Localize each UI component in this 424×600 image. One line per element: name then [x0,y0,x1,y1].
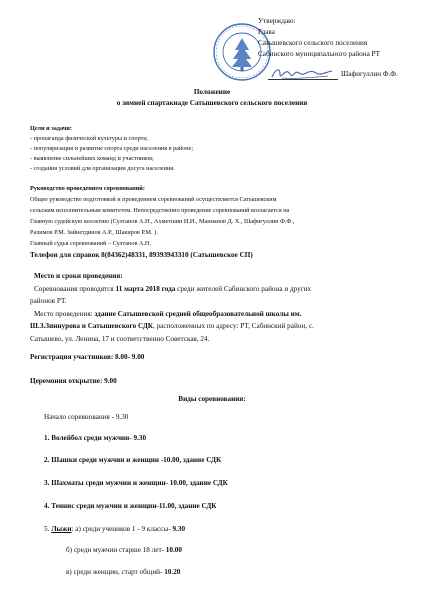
place-line-5: Сатышево, ул. Ленина, 17 и соответственно Советская, 24. [30,335,210,343]
place-line-1: Соревнования проводятся 11 марта 2018 года среди жителей Сабинского района и других [34,285,312,293]
goal-item: - создания условий для организации досуга населения. [30,165,175,172]
skiing-men: б) среди мужчин старше 18 лет- 10.00 [66,546,182,554]
kinds-heading: Виды соревнования: [178,395,246,403]
skiing-women: в) среди женщин, старт общий- 10.20 [66,568,181,576]
registration-time: Регистрация участников: 8.00- 9.00 [30,353,145,361]
place-line-3: Место проведения: здание Сатышевской средней общеобразовательной школы им. [34,310,302,318]
opening-ceremony-time: Церемония открытие: 9.00 [30,377,117,385]
kind-item: 4. Теннис среди мужчин и женщин-11.00, здание СДК [44,502,217,510]
place-heading: Место и сроки проведения: [34,272,123,280]
approval-line-1: Утверждаю: [258,17,296,25]
competition-start: Начало соревнования - 9.30 [44,413,129,421]
management-line: Главную судейскую коллегию (Султанов А.Н., Ахметшин И.И., Маннанов Д. Х., Шафигуллин Ф.Ф., [30,218,295,225]
signature-line [268,79,338,80]
goal-item: - выявление сильнейших команд и участников; [30,155,154,162]
kind-item-skiing: 5. Лыжи: а) среди учеников 1 - 9 классы- 9.30 [44,525,186,533]
goals-heading: Цели и задачи: [30,125,72,132]
kind-item: 1. Волейбол среди мужчин- 9.30 [44,434,147,442]
place-line-4: Ш.З.Зиннурова и Сатышевского СДК, расположенных по адресу: РТ, Сабинский район, с. [30,322,314,330]
document-subtitle: о зимней спартакиаде Сатышевского сельского поселения [116,99,308,107]
chief-judge: Главный судья соревнований – Султанов А.Н. [30,240,151,247]
goal-item: - пропаганда физической культуры и спорта; [30,135,148,142]
management-line: Общее руководство подготовкой и проведением соревнований осуществляется Сатышевским [30,196,277,203]
approval-line-2: Глава [258,28,275,36]
contact-phone: Телефон для справок 8(84362)48331, 89393943310 (Сатышевское СП) [30,251,253,259]
document-title: Положение [193,88,231,96]
management-heading: Руководство проведением соревнований: [30,185,145,192]
goal-item: - популяризация и развитие спорта среди населения в районе; [30,145,194,152]
management-line: сельским исполнительным комитетом. Непосредственно проведение соревнований возлагается на [30,207,290,214]
approval-name: Шафигуллин Ф.Ф. [341,70,398,78]
approval-line-4: Сабинского муниципального района РТ [258,50,381,58]
kind-item: 2. Шашки среди мужчин и женщин -10.00, здание СДК [44,456,222,464]
place-line-2: районов РТ. [30,297,67,305]
management-line: Рахимов Р.М. Зайнетдинов А.Р., Шакиров Р.М. ). [30,229,158,236]
approval-line-3: Сатышевского сельского поселения [258,39,368,47]
kind-item: 3. Шахматы среди мужчин и женщин- 10.00, здание СДК [44,479,228,487]
